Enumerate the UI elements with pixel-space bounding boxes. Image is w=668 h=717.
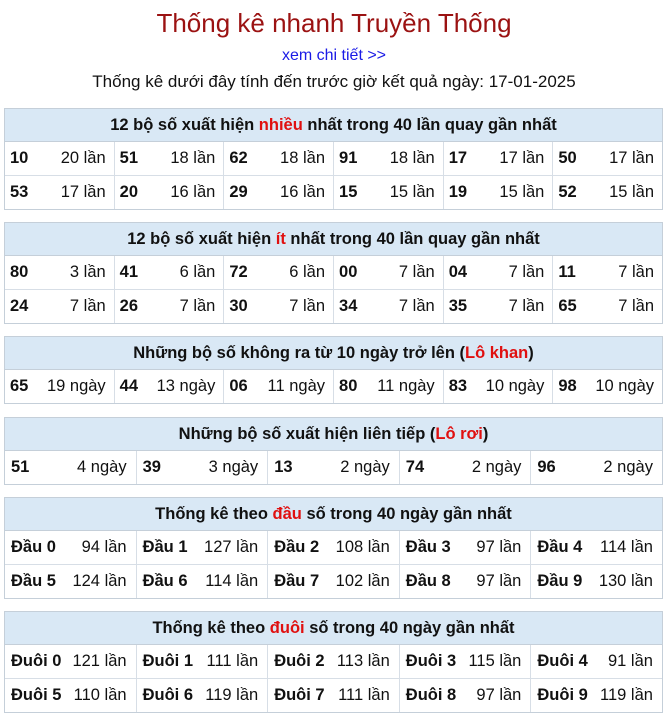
cell-number: 72 [229,263,248,281]
table-cell [224,370,334,403]
cell-number: 41 [119,263,139,281]
duoi-stats-table [4,611,663,713]
duoi-table-header [5,612,662,645]
table-cell [268,531,400,564]
cell-number: 24 [10,297,29,315]
cell-count: 18 lần [280,149,326,167]
cell-number: 15 [339,183,358,201]
cell-number: 83 [448,377,468,395]
cell-number: Đuôi 9 [537,686,588,704]
most-title-pre: 12 bộ số xuất hiện [110,116,259,134]
lo-khan-table [4,336,663,404]
cell-count: 7 lần [69,297,106,315]
cell-count: 7 lần [398,297,435,315]
roi-title-post: ) [482,425,489,443]
cell-count: 121 lần [72,652,127,670]
cell-count: 124 lần [72,572,127,590]
table-cell [224,142,334,175]
lo-roi-table [4,417,663,485]
cell-number: 26 [119,297,139,315]
cell-count: 108 lần [335,538,390,556]
table-row [5,645,662,678]
cell-number: Đầu 0 [11,538,56,556]
cell-count: 91 lần [608,652,653,670]
table-row [5,678,662,712]
cell-count: 15 lần [609,183,655,201]
cell-number: Đuôi 1 [142,652,194,670]
table-cell [334,142,444,175]
cell-number: 50 [558,149,577,167]
table-cell [553,290,662,323]
table-cell [268,565,400,598]
table-cell [268,451,400,484]
khan-table-header [5,337,662,370]
table-cell [5,176,115,209]
cell-number: Đuôi 6 [142,686,194,704]
cell-number: 65 [10,377,29,395]
cell-count: 11 ngày [377,377,435,395]
cell-number: 19 [448,183,468,201]
table-cell [5,290,115,323]
cell-count: 94 lần [81,538,127,556]
roi-title-highlight: Lô rơi [435,425,483,443]
table-cell [137,679,269,712]
table-cell [5,370,115,403]
table-cell [224,176,334,209]
cell-number: 10 [10,149,29,167]
dau-stats-table [4,497,663,599]
table-row [5,531,662,564]
khan-title-highlight: Lô khan [464,344,529,362]
cell-count: 97 lần [476,538,522,556]
table-cell [224,290,334,323]
page-title: Thống kê nhanh Truyền Thống [156,8,512,38]
detail-link[interactable]: xem chi tiết >> [281,47,387,64]
cell-count: 2 ngày [340,458,390,476]
cell-number: Đuôi 0 [11,652,62,670]
cell-count: 13 ngày [156,377,216,395]
table-row [5,289,662,323]
cell-count: 7 lần [508,263,545,281]
table-cell [334,256,444,289]
table-row [5,256,662,289]
cell-number: Đuôi 5 [11,686,62,704]
cell-number: 98 [558,377,577,395]
duoi-title-post: số trong 40 ngày gần nhất [304,619,515,637]
cell-number: 11 [558,263,576,281]
least-frequent-table [4,222,663,324]
cell-number: Đuôi 4 [537,652,588,670]
table-cell [400,451,532,484]
cell-count: 114 lần [600,538,653,556]
table-cell [5,451,137,484]
table-cell [400,645,532,678]
cell-count: 3 ngày [208,458,259,476]
cell-number: Đầu 7 [274,572,320,590]
table-cell [553,370,662,403]
date-note: Thống kê dưới đây tính đến trước giờ kết quả ngày: 17-01-2025 [92,72,576,91]
cell-number: 00 [339,263,358,281]
cell-number: 74 [405,458,425,476]
cell-number: Đầu 6 [142,572,188,590]
most-title-highlight: nhiều [258,116,303,134]
table-cell [400,565,532,598]
cell-number: 51 [11,458,30,476]
cell-count: 7 lần [618,263,655,281]
cell-number: 91 [339,149,358,167]
khan-title-pre: Những bộ số không ra từ 10 ngày trở lên ( [133,344,465,362]
cell-number: Đầu 1 [142,538,188,556]
least-title-pre: 12 bộ số xuất hiện [127,230,276,248]
dau-title-post: số trong 40 ngày gần nhất [301,505,512,523]
cell-count: 119 lần [600,686,653,704]
table-cell [115,370,225,403]
cell-number: 51 [119,149,139,167]
table-cell [115,142,225,175]
cell-count: 16 lần [170,183,216,201]
table-cell [334,290,444,323]
cell-number: 29 [229,183,248,201]
cell-number: 20 [119,183,139,201]
cell-count: 3 lần [69,263,106,281]
cell-count: 110 lần [73,686,127,704]
cell-count: 130 lần [598,572,653,590]
cell-count: 7 lần [289,297,326,315]
table-row [5,564,662,598]
duoi-title-pre: Thống kê theo [152,619,270,637]
cell-count: 17 lần [499,149,545,167]
cell-count: 119 lần [205,686,259,704]
table-cell [137,565,269,598]
cell-count: 114 lần [205,572,259,590]
cell-number: Đầu 9 [537,572,583,590]
table-cell [115,176,225,209]
cell-count: 16 lần [280,183,326,201]
table-cell [5,142,115,175]
table-cell [5,565,137,598]
cell-number: 52 [558,183,577,201]
table-cell [400,531,532,564]
cell-count: 115 lần [468,652,522,670]
cell-number: Đầu 4 [537,538,583,556]
cell-number: Đuôi 2 [274,652,325,670]
cell-count: 111 lần [206,652,259,670]
table-cell [137,451,269,484]
table-cell [5,256,115,289]
table-cell [137,645,269,678]
cell-count: 19 ngày [46,377,106,395]
cell-count: 15 lần [499,183,545,201]
cell-count: 2 ngày [471,458,522,476]
cell-number: 34 [339,297,358,315]
cell-count: 127 lần [204,538,259,556]
most-table-header [5,109,662,142]
cell-number: Đầu 2 [274,538,320,556]
cell-count: 97 lần [476,686,522,704]
table-cell [224,256,334,289]
cell-number: 62 [229,149,248,167]
table-cell [444,370,554,403]
cell-number: Đuôi 3 [405,652,457,670]
table-cell [553,176,662,209]
table-row [5,175,662,209]
roi-table-header [5,418,662,451]
cell-number: Đầu 5 [11,572,56,590]
cell-count: 18 lần [170,149,216,167]
table-cell [268,645,400,678]
cell-count: 10 ngày [485,377,545,395]
cell-number: Đầu 8 [405,572,451,590]
table-cell [268,679,400,712]
cell-count: 17 lần [60,183,106,201]
cell-number: 96 [537,458,556,476]
table-cell [444,142,554,175]
table-cell [444,176,554,209]
cell-count: 97 lần [476,572,522,590]
cell-number: 04 [448,263,468,281]
table-cell [5,679,137,712]
cell-number: 13 [274,458,293,476]
cell-number: 44 [119,377,139,395]
cell-count: 18 lần [389,149,435,167]
table-cell [553,142,662,175]
cell-count: 17 lần [609,149,655,167]
cell-count: 15 lần [389,183,435,201]
cell-count: 20 lần [60,149,106,167]
cell-count: 113 lần [336,652,390,670]
cell-count: 7 lần [398,263,435,281]
cell-count: 102 lần [335,572,390,590]
dau-table-header [5,498,662,531]
dau-title-pre: Thống kê theo [155,505,273,523]
cell-count: 111 lần [338,686,390,704]
khan-title-post: ) [528,344,534,362]
table-row [5,142,662,175]
cell-count: 7 lần [618,297,655,315]
table-cell [137,531,269,564]
cell-number: 80 [10,263,29,281]
cell-number: Đầu 3 [405,538,451,556]
cell-count: 7 lần [179,297,216,315]
table-cell [5,531,137,564]
cell-number: 39 [142,458,161,476]
least-table-header [5,223,662,256]
table-cell [531,565,662,598]
table-row [5,370,662,403]
cell-number: 65 [558,297,577,315]
table-cell [531,451,662,484]
cell-number: 80 [339,377,358,395]
least-title-highlight: ít [275,230,286,248]
most-frequent-table [4,108,663,210]
least-title-post: nhất trong 40 lần quay gần nhất [285,230,540,248]
table-cell [531,679,662,712]
cell-count: 6 lần [179,263,216,281]
cell-count: 4 ngày [77,458,127,476]
table-cell [553,256,662,289]
duoi-title-highlight: đuôi [269,619,305,637]
table-cell [334,370,444,403]
table-cell [115,290,225,323]
table-cell [5,645,137,678]
cell-number: 17 [448,149,468,167]
table-cell [444,290,554,323]
table-cell [115,256,225,289]
table-row [5,451,662,484]
cell-number: 06 [229,377,248,395]
cell-number: Đuôi 7 [274,686,325,704]
table-cell [334,176,444,209]
roi-title-pre: Những bộ số xuất hiện liên tiếp ( [178,425,436,443]
table-cell [531,531,662,564]
cell-count: 7 lần [508,297,545,315]
cell-number: 53 [10,183,29,201]
table-cell [400,679,532,712]
table-cell [531,645,662,678]
cell-count: 11 ngày [267,377,326,395]
dau-title-highlight: đầu [272,505,302,523]
cell-count: 10 ngày [595,377,655,395]
cell-count: 2 ngày [603,458,653,476]
cell-number: 30 [229,297,248,315]
cell-number: 35 [448,297,468,315]
cell-count: 6 lần [289,263,326,281]
table-cell [444,256,554,289]
most-title-post: nhất trong 40 lần quay gần nhất [302,116,557,134]
cell-number: Đuôi 8 [405,686,457,704]
